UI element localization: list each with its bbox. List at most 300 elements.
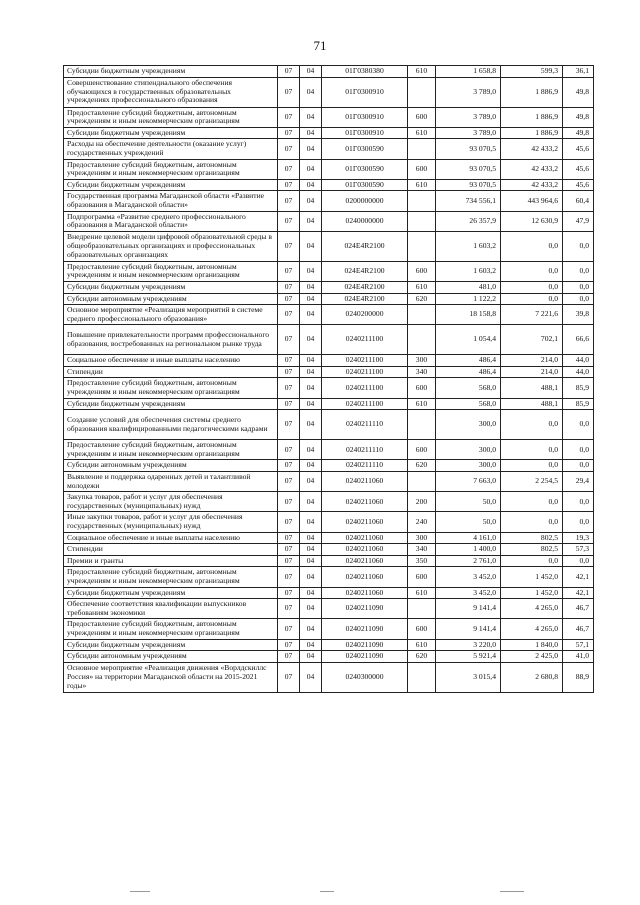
cell-section: 07 — [278, 179, 300, 191]
cell-execution-percent: 44,0 — [563, 366, 594, 378]
cell-executed-amount: 0,0 — [501, 555, 563, 567]
cell-planned-amount: 300,0 — [436, 460, 501, 472]
cell-target-code: 024E4R2100 — [322, 293, 408, 305]
cell-subsection: 04 — [300, 567, 322, 587]
table-row — [64, 179, 594, 191]
table-row — [64, 651, 594, 663]
cell-subsection: 04 — [300, 211, 322, 231]
cell-planned-amount: 568,0 — [436, 378, 501, 398]
cell-subsection: 04 — [300, 127, 322, 139]
cell-execution-percent: 0,0 — [563, 293, 594, 305]
table-row — [64, 305, 594, 325]
cell-section: 07 — [278, 77, 300, 107]
cell-section: 07 — [278, 293, 300, 305]
cell-expense-type: 600 — [408, 440, 436, 460]
cell-planned-amount: 18 158,8 — [436, 305, 501, 325]
cell-target-code: 0240211060 — [322, 555, 408, 567]
cell-target-code: 01Г0380380 — [322, 66, 408, 78]
table-row — [64, 472, 594, 492]
cell-executed-amount: 2 425,0 — [501, 651, 563, 663]
cell-target-code: 0240211110 — [322, 410, 408, 440]
cell-target-code: 0240000000 — [322, 211, 408, 231]
cell-execution-percent: 88,9 — [563, 662, 594, 692]
cell-execution-percent: 45,6 — [563, 139, 594, 159]
cell-item-name: Субсидии бюджетным учреждениям — [64, 66, 278, 78]
cell-planned-amount: 1 603,2 — [436, 231, 501, 261]
cell-expense-type — [408, 472, 436, 492]
cell-execution-percent: 36,1 — [563, 66, 594, 78]
cell-executed-amount: 1 886,9 — [501, 127, 563, 139]
cell-section: 07 — [278, 472, 300, 492]
cell-execution-percent: 44,0 — [563, 355, 594, 367]
cell-expense-type: 620 — [408, 460, 436, 472]
cell-executed-amount: 802,5 — [501, 532, 563, 544]
cell-planned-amount: 93 070,5 — [436, 179, 501, 191]
cell-execution-percent: 0,0 — [563, 231, 594, 261]
cell-section: 07 — [278, 355, 300, 367]
table-row — [64, 261, 594, 281]
cell-target-code: 01Г0300910 — [322, 127, 408, 139]
cell-executed-amount: 1 886,9 — [501, 107, 563, 127]
cell-section: 07 — [278, 191, 300, 211]
cell-target-code: 0240211090 — [322, 599, 408, 619]
cell-execution-percent: 57,3 — [563, 544, 594, 556]
table-row — [64, 398, 594, 410]
cell-execution-percent: 85,9 — [563, 378, 594, 398]
cell-section: 07 — [278, 281, 300, 293]
cell-subsection: 04 — [300, 191, 322, 211]
cell-item-name: Предоставление субсидий бюджетным, автономным учреждениям и иным некоммерческим организациям — [64, 567, 278, 587]
cell-expense-type: 600 — [408, 261, 436, 281]
cell-expense-type: 240 — [408, 512, 436, 532]
cell-item-name: Предоставление субсидий бюджетным, автономным учреждениям и иным некоммерческим организациям — [64, 107, 278, 127]
cell-executed-amount: 0,0 — [501, 410, 563, 440]
cell-expense-type: 600 — [408, 378, 436, 398]
cell-execution-percent: 60,4 — [563, 191, 594, 211]
cell-executed-amount: 488,1 — [501, 398, 563, 410]
cell-executed-amount: 488,1 — [501, 378, 563, 398]
cell-expense-type: 340 — [408, 366, 436, 378]
cell-planned-amount: 486,4 — [436, 355, 501, 367]
cell-subsection: 04 — [300, 662, 322, 692]
cell-expense-type: 610 — [408, 281, 436, 293]
page-number: 71 — [313, 38, 327, 53]
cell-subsection: 04 — [300, 472, 322, 492]
cell-planned-amount: 300,0 — [436, 440, 501, 460]
cell-executed-amount: 4 265,0 — [501, 619, 563, 639]
cell-expense-type: 600 — [408, 159, 436, 179]
cell-planned-amount: 50,0 — [436, 512, 501, 532]
cell-expense-type: 300 — [408, 532, 436, 544]
table-row — [64, 662, 594, 692]
cell-expense-type: 620 — [408, 293, 436, 305]
cell-planned-amount: 3 452,0 — [436, 567, 501, 587]
cell-item-name: Совершенствование стипендиального обеспечения обучающихся в государственных образовательных учреждениях профессионального образования — [64, 77, 278, 107]
cell-section: 07 — [278, 107, 300, 127]
cell-section: 07 — [278, 139, 300, 159]
cell-execution-percent: 29,4 — [563, 472, 594, 492]
cell-executed-amount: 0,0 — [501, 460, 563, 472]
cell-planned-amount: 9 141,4 — [436, 619, 501, 639]
cell-planned-amount: 486,4 — [436, 366, 501, 378]
cell-execution-percent: 0,0 — [563, 492, 594, 512]
cell-section: 07 — [278, 651, 300, 663]
table-row — [64, 139, 594, 159]
cell-target-code: 0240300000 — [322, 662, 408, 692]
cell-target-code: 024E4R2100 — [322, 261, 408, 281]
cell-executed-amount: 443 964,6 — [501, 191, 563, 211]
cell-section: 07 — [278, 440, 300, 460]
cell-subsection: 04 — [300, 492, 322, 512]
cell-item-name: Субсидии бюджетным учреждениям — [64, 127, 278, 139]
cell-executed-amount: 0,0 — [501, 281, 563, 293]
cell-execution-percent: 0,0 — [563, 261, 594, 281]
cell-planned-amount: 3 789,0 — [436, 127, 501, 139]
table-row — [64, 159, 594, 179]
cell-planned-amount: 26 357,9 — [436, 211, 501, 231]
cell-subsection: 04 — [300, 440, 322, 460]
cell-executed-amount: 0,0 — [501, 231, 563, 261]
table-row — [64, 567, 594, 587]
cell-expense-type — [408, 231, 436, 261]
cell-section: 07 — [278, 410, 300, 440]
cell-execution-percent: 0,0 — [563, 460, 594, 472]
cell-expense-type: 600 — [408, 107, 436, 127]
cell-planned-amount: 1 122,2 — [436, 293, 501, 305]
cell-section: 07 — [278, 532, 300, 544]
cell-section: 07 — [278, 492, 300, 512]
table-row — [64, 366, 594, 378]
table-row — [64, 512, 594, 532]
cell-execution-percent: 45,6 — [563, 179, 594, 191]
cell-execution-percent: 0,0 — [563, 281, 594, 293]
cell-execution-percent: 49,8 — [563, 127, 594, 139]
cell-planned-amount: 300,0 — [436, 410, 501, 440]
cell-expense-type — [408, 77, 436, 107]
cell-planned-amount: 93 070,5 — [436, 159, 501, 179]
cell-subsection: 04 — [300, 261, 322, 281]
table-row — [64, 281, 594, 293]
cell-expense-type: 610 — [408, 398, 436, 410]
cell-executed-amount: 1 840,0 — [501, 639, 563, 651]
cell-target-code: 01Г0300590 — [322, 159, 408, 179]
cell-subsection: 04 — [300, 619, 322, 639]
cell-executed-amount: 702,1 — [501, 325, 563, 355]
cell-execution-percent: 49,8 — [563, 77, 594, 107]
cell-target-code: 0200000000 — [322, 191, 408, 211]
cell-execution-percent: 49,8 — [563, 107, 594, 127]
cell-item-name: Повышение привлекательности программ профессионального образования, востребованных на региональном рынке труда — [64, 325, 278, 355]
table-row — [64, 77, 594, 107]
table-row — [64, 440, 594, 460]
cell-section: 07 — [278, 366, 300, 378]
cell-executed-amount: 1 886,9 — [501, 77, 563, 107]
cell-item-name: Стипендии — [64, 544, 278, 556]
cell-planned-amount: 3 789,0 — [436, 77, 501, 107]
table-row — [64, 191, 594, 211]
cell-target-code: 0240211060 — [322, 567, 408, 587]
cell-planned-amount: 5 921,4 — [436, 651, 501, 663]
cell-execution-percent: 45,6 — [563, 159, 594, 179]
cell-subsection: 04 — [300, 355, 322, 367]
cell-expense-type: 350 — [408, 555, 436, 567]
table-row — [64, 355, 594, 367]
cell-target-code: 0240211090 — [322, 639, 408, 651]
cell-executed-amount: 1 452,0 — [501, 567, 563, 587]
cell-execution-percent: 66,6 — [563, 325, 594, 355]
table-row — [64, 544, 594, 556]
table-row — [64, 587, 594, 599]
table-row — [64, 532, 594, 544]
cell-execution-percent: 0,0 — [563, 512, 594, 532]
cell-section: 07 — [278, 639, 300, 651]
cell-item-name: Социальное обеспечение и иные выплаты населению — [64, 355, 278, 367]
cell-item-name: Предоставление субсидий бюджетным, автономным учреждениям и иным некоммерческим организациям — [64, 159, 278, 179]
cell-item-name: Предоставление субсидий бюджетным, автономным учреждениям и иным некоммерческим организациям — [64, 261, 278, 281]
cell-expense-type: 300 — [408, 355, 436, 367]
cell-item-name: Субсидии бюджетным учреждениям — [64, 639, 278, 651]
cell-subsection: 04 — [300, 66, 322, 78]
cell-section: 07 — [278, 378, 300, 398]
cell-section: 07 — [278, 587, 300, 599]
cell-planned-amount: 3 015,4 — [436, 662, 501, 692]
cell-expense-type — [408, 139, 436, 159]
cell-executed-amount: 4 265,0 — [501, 599, 563, 619]
cell-executed-amount: 42 433,2 — [501, 139, 563, 159]
cell-target-code: 0240211060 — [322, 587, 408, 599]
cell-planned-amount: 1 400,0 — [436, 544, 501, 556]
cell-target-code: 0240211060 — [322, 492, 408, 512]
cell-executed-amount: 42 433,2 — [501, 159, 563, 179]
cell-executed-amount: 214,0 — [501, 366, 563, 378]
cell-section: 07 — [278, 460, 300, 472]
cell-item-name: Предоставление субсидий бюджетным, автономным учреждениям и иным некоммерческим организациям — [64, 619, 278, 639]
cell-planned-amount: 1 603,2 — [436, 261, 501, 281]
cell-section: 07 — [278, 231, 300, 261]
cell-expense-type: 610 — [408, 179, 436, 191]
cell-section: 07 — [278, 261, 300, 281]
cell-expense-type: 610 — [408, 587, 436, 599]
cell-target-code: 0240211100 — [322, 366, 408, 378]
cell-target-code: 0240211100 — [322, 378, 408, 398]
cell-target-code: 0240211110 — [322, 460, 408, 472]
cell-expense-type: 610 — [408, 66, 436, 78]
cell-planned-amount: 3 452,0 — [436, 587, 501, 599]
cell-item-name: Закупка товаров, работ и услуг для обеспечения государственных (муниципальных) нужд — [64, 492, 278, 512]
cell-item-name: Премии и гранты — [64, 555, 278, 567]
cell-planned-amount: 50,0 — [436, 492, 501, 512]
cell-subsection: 04 — [300, 366, 322, 378]
cell-subsection: 04 — [300, 460, 322, 472]
cell-item-name: Подпрограмма «Развитие среднего профессионального образования в Магаданской области» — [64, 211, 278, 231]
cell-expense-type: 610 — [408, 639, 436, 651]
cell-executed-amount: 802,5 — [501, 544, 563, 556]
cell-section: 07 — [278, 305, 300, 325]
cell-section: 07 — [278, 66, 300, 78]
cell-subsection: 04 — [300, 378, 322, 398]
cell-item-name: Выявление и поддержка одаренных детей и талантливой молодежи — [64, 472, 278, 492]
cell-planned-amount: 734 556,1 — [436, 191, 501, 211]
cell-executed-amount: 214,0 — [501, 355, 563, 367]
cell-item-name: Государственная программа Магаданской области «Развитие образования в Магаданской области» — [64, 191, 278, 211]
cell-target-code: 0240211090 — [322, 619, 408, 639]
table-row — [64, 492, 594, 512]
cell-planned-amount: 568,0 — [436, 398, 501, 410]
cell-execution-percent: 39,8 — [563, 305, 594, 325]
cell-section: 07 — [278, 662, 300, 692]
cell-section: 07 — [278, 544, 300, 556]
cell-target-code: 0240211100 — [322, 355, 408, 367]
cell-target-code: 01Г0300590 — [322, 179, 408, 191]
cell-execution-percent: 46,7 — [563, 599, 594, 619]
cell-planned-amount: 3 789,0 — [436, 107, 501, 127]
cell-subsection: 04 — [300, 512, 322, 532]
cell-subsection: 04 — [300, 293, 322, 305]
cell-expense-type — [408, 410, 436, 440]
cell-executed-amount: 2 254,5 — [501, 472, 563, 492]
cell-expense-type — [408, 211, 436, 231]
cell-section: 07 — [278, 127, 300, 139]
cell-executed-amount: 7 221,6 — [501, 305, 563, 325]
cell-item-name: Субсидии бюджетным учреждениям — [64, 398, 278, 410]
cell-target-code: 0240211100 — [322, 398, 408, 410]
table-row — [64, 127, 594, 139]
cell-planned-amount: 9 141,4 — [436, 599, 501, 619]
cell-planned-amount: 93 070,5 — [436, 139, 501, 159]
cell-subsection: 04 — [300, 139, 322, 159]
cell-subsection: 04 — [300, 398, 322, 410]
cell-target-code: 0240211110 — [322, 440, 408, 460]
cell-item-name: Создание условий для обеспечения системы среднего образования квалифицированными педагогическими кадрами — [64, 410, 278, 440]
table-row — [64, 66, 594, 78]
cell-planned-amount: 481,0 — [436, 281, 501, 293]
cell-expense-type: 600 — [408, 619, 436, 639]
cell-subsection: 04 — [300, 325, 322, 355]
cell-executed-amount: 0,0 — [501, 492, 563, 512]
cell-expense-type — [408, 191, 436, 211]
cell-executed-amount: 599,3 — [501, 66, 563, 78]
cell-subsection: 04 — [300, 532, 322, 544]
cell-planned-amount: 7 663,0 — [436, 472, 501, 492]
cell-subsection: 04 — [300, 639, 322, 651]
cell-execution-percent: 0,0 — [563, 410, 594, 440]
page-bottom-marks — [0, 891, 640, 897]
cell-subsection: 04 — [300, 77, 322, 107]
cell-section: 07 — [278, 555, 300, 567]
cell-item-name: Внедрение целевой модели цифровой образовательной среды в общеобразовательных организациях и профессиональных образовательных организациях — [64, 231, 278, 261]
table-row — [64, 211, 594, 231]
cell-subsection: 04 — [300, 281, 322, 293]
cell-executed-amount: 2 680,8 — [501, 662, 563, 692]
table-row — [64, 325, 594, 355]
cell-section: 07 — [278, 398, 300, 410]
cell-target-code: 0240211090 — [322, 651, 408, 663]
cell-executed-amount: 12 630,9 — [501, 211, 563, 231]
table-row — [64, 619, 594, 639]
budget-table — [63, 65, 594, 693]
cell-subsection: 04 — [300, 587, 322, 599]
table-row — [64, 378, 594, 398]
cell-item-name: Основное мероприятие «Реализация мероприятий в системе среднего профессионального образования» — [64, 305, 278, 325]
table-row — [64, 107, 594, 127]
table-row — [64, 599, 594, 619]
cell-executed-amount: 0,0 — [501, 440, 563, 460]
cell-subsection: 04 — [300, 179, 322, 191]
cell-item-name: Субсидии бюджетным учреждениям — [64, 179, 278, 191]
cell-execution-percent: 0,0 — [563, 555, 594, 567]
cell-execution-percent: 42,1 — [563, 587, 594, 599]
cell-expense-type: 600 — [408, 567, 436, 587]
cell-expense-type — [408, 662, 436, 692]
cell-subsection: 04 — [300, 159, 322, 179]
cell-executed-amount: 0,0 — [501, 261, 563, 281]
cell-expense-type: 200 — [408, 492, 436, 512]
cell-target-code: 01Г0300590 — [322, 139, 408, 159]
cell-execution-percent: 47,9 — [563, 211, 594, 231]
cell-target-code: 01Г0300910 — [322, 77, 408, 107]
cell-expense-type — [408, 599, 436, 619]
cell-execution-percent: 0,0 — [563, 440, 594, 460]
cell-item-name: Субсидии бюджетным учреждениям — [64, 281, 278, 293]
cell-section: 07 — [278, 159, 300, 179]
table-row — [64, 293, 594, 305]
cell-planned-amount: 3 220,0 — [436, 639, 501, 651]
cell-section: 07 — [278, 567, 300, 587]
cell-execution-percent: 19,3 — [563, 532, 594, 544]
cell-executed-amount: 0,0 — [501, 512, 563, 532]
cell-section: 07 — [278, 619, 300, 639]
cell-item-name: Предоставление субсидий бюджетным, автономным учреждениям и иным некоммерческим организациям — [64, 378, 278, 398]
cell-item-name: Стипендии — [64, 366, 278, 378]
cell-planned-amount: 2 761,0 — [436, 555, 501, 567]
cell-item-name: Субсидии автономным учреждениям — [64, 293, 278, 305]
cell-target-code: 0240200000 — [322, 305, 408, 325]
cell-expense-type: 610 — [408, 127, 436, 139]
table-row — [64, 231, 594, 261]
cell-subsection: 04 — [300, 231, 322, 261]
cell-item-name: Обеспечение соответствия квалификации выпускников требованиям экономики — [64, 599, 278, 619]
table-row — [64, 410, 594, 440]
cell-target-code: 0240211060 — [322, 472, 408, 492]
cell-subsection: 04 — [300, 555, 322, 567]
cell-planned-amount: 1 054,4 — [436, 325, 501, 355]
cell-expense-type: 340 — [408, 544, 436, 556]
cell-execution-percent: 46,7 — [563, 619, 594, 639]
table-row — [64, 639, 594, 651]
cell-execution-percent: 57,1 — [563, 639, 594, 651]
cell-subsection: 04 — [300, 651, 322, 663]
cell-expense-type — [408, 305, 436, 325]
cell-target-code: 024E4R2100 — [322, 231, 408, 261]
cell-expense-type — [408, 325, 436, 355]
cell-subsection: 04 — [300, 544, 322, 556]
cell-execution-percent: 85,9 — [563, 398, 594, 410]
cell-section: 07 — [278, 325, 300, 355]
cell-execution-percent: 42,1 — [563, 567, 594, 587]
cell-executed-amount: 1 452,0 — [501, 587, 563, 599]
cell-subsection: 04 — [300, 599, 322, 619]
cell-section: 07 — [278, 599, 300, 619]
cell-subsection: 04 — [300, 107, 322, 127]
cell-target-code: 0240211060 — [322, 512, 408, 532]
cell-section: 07 — [278, 211, 300, 231]
cell-subsection: 04 — [300, 305, 322, 325]
cell-item-name: Социальное обеспечение и иные выплаты населению — [64, 532, 278, 544]
cell-executed-amount: 42 433,2 — [501, 179, 563, 191]
cell-target-code: 024E4R2100 — [322, 281, 408, 293]
cell-item-name: Субсидии бюджетным учреждениям — [64, 587, 278, 599]
cell-item-name: Субсидии автономным учреждениям — [64, 460, 278, 472]
